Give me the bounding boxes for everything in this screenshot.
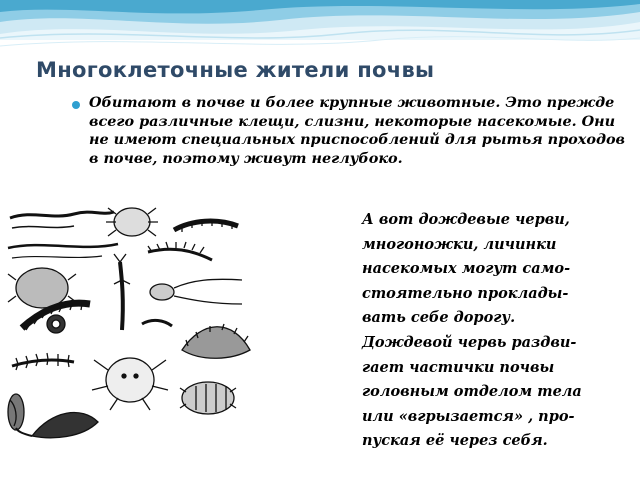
side-line: насекомых могут само- (362, 260, 571, 278)
side-line: головным отделом тела (362, 383, 582, 401)
bullet-paragraph: Обитают в почве и более крупные животные. Это прежде всего различные клещи, слизни, некоторые насекомые. Они не имеют специальных приспособлений для рытья проходов в почве, поэтому живут неглубоко. (89, 94, 626, 167)
soil-animals-drawing-icon (2, 200, 258, 446)
side-line: или «вгрызается» , про- (362, 407, 575, 425)
page-title: Многоклеточные жители почвы (36, 58, 435, 82)
side-line: гает частички почвы (362, 358, 555, 376)
side-paragraph (362, 208, 637, 454)
side-line: Дождевой червь раздви- (362, 333, 577, 351)
side-line: стоятельно проклады- (362, 284, 569, 302)
side-line: многоножки, личинки (362, 235, 557, 253)
side-line: А вот дождевые черви, (362, 211, 570, 228)
bullet-icon (72, 101, 80, 109)
side-line: вать себе дорогу. (362, 309, 516, 327)
side-line: пуская её через себя. (362, 432, 548, 450)
